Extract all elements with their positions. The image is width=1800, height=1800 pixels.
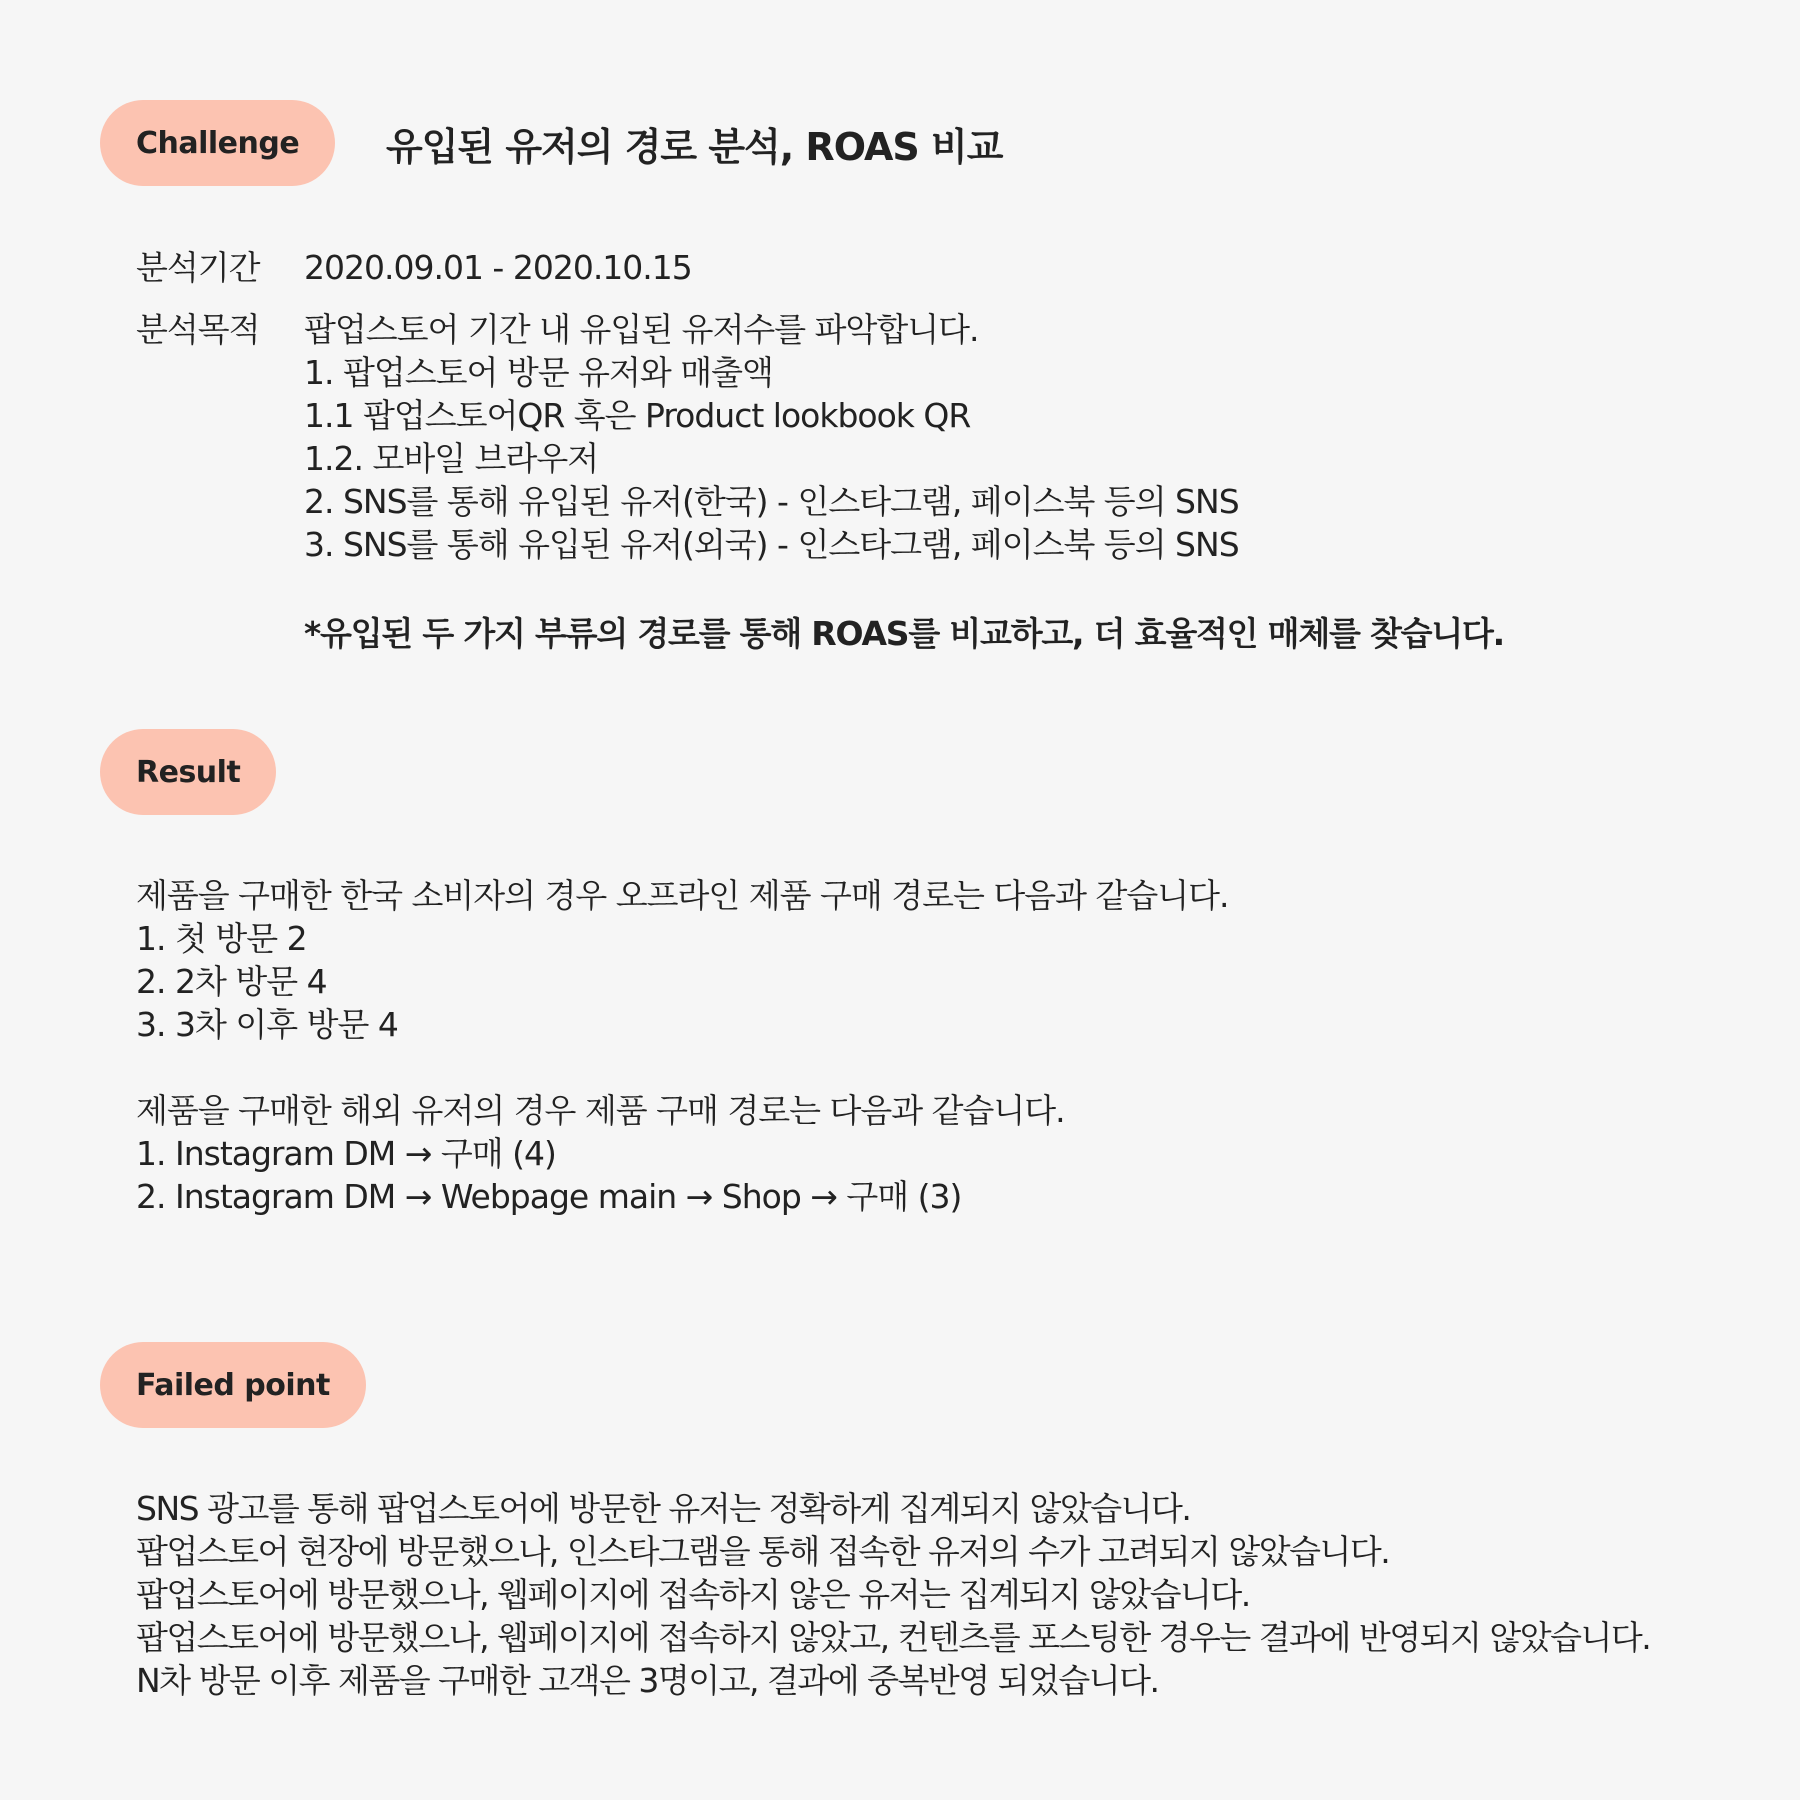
purpose-line: 3. SNS를 통해 유입된 유저(외국) - 인스타그램, 페이스북 등의 SNS bbox=[304, 525, 1239, 564]
result-line: 제품을 구매한 한국 소비자의 경우 오프라인 제품 구매 경로는 다음과 같습니다. bbox=[136, 876, 1229, 915]
failed-line: 팝업스토어에 방문했으나, 웹페이지에 접속하지 않은 유저는 집계되지 않았습니다. bbox=[136, 1575, 1250, 1614]
purpose-line: 1.2. 모바일 브라우저 bbox=[304, 439, 599, 478]
period-label: 분석기간 bbox=[136, 248, 260, 287]
result-line: 1. Instagram DM → 구매 (4) bbox=[136, 1134, 556, 1173]
result-line: 2. 2차 방문 4 bbox=[136, 962, 327, 1001]
failed-point-block bbox=[136, 1487, 1650, 1702]
failed-line: SNS 광고를 통해 팝업스토어에 방문한 유저는 정확하게 집계되지 않았습니다. bbox=[136, 1489, 1191, 1528]
challenge-tag: Challenge bbox=[100, 100, 335, 186]
purpose-label: 분석목적 bbox=[136, 310, 260, 349]
purpose-list bbox=[304, 308, 1239, 566]
result-line: 3. 3차 이후 방문 4 bbox=[136, 1005, 398, 1044]
purpose-line: 팝업스토어 기간 내 유입된 유저수를 파악합니다. bbox=[304, 310, 979, 349]
result-line: 1. 첫 방문 2 bbox=[136, 919, 307, 958]
period-value: 2020.09.01 - 2020.10.15 bbox=[304, 248, 692, 287]
failed-line: 팝업스토어 현장에 방문했으나, 인스타그램을 통해 접속한 유저의 수가 고려되지 않았습니다. bbox=[136, 1532, 1390, 1571]
challenge-note: *유입된 두 가지 부류의 경로를 통해 ROAS를 비교하고, 더 효율적인 매체를 찾습니다. bbox=[304, 614, 1505, 653]
failed-point-tag: Failed point bbox=[100, 1342, 366, 1428]
result-korea-block bbox=[136, 874, 1228, 1046]
failed-line: 팝업스토어에 방문했으나, 웹페이지에 접속하지 않았고, 컨텐츠를 포스팅한 경우는 결과에 반영되지 않았습니다. bbox=[136, 1618, 1651, 1657]
purpose-line: 1.1 팝업스토어QR 혹은 Product lookbook QR bbox=[304, 396, 971, 435]
purpose-line: 2. SNS를 통해 유입된 유저(한국) - 인스타그램, 페이스북 등의 SNS bbox=[304, 482, 1239, 521]
result-line: 제품을 구매한 해외 유저의 경우 제품 구매 경로는 다음과 같습니다. bbox=[136, 1091, 1065, 1130]
failed-line: N차 방문 이후 제품을 구매한 고객은 3명이고, 결과에 중복반영 되었습니다. bbox=[136, 1661, 1159, 1700]
result-overseas-block bbox=[136, 1089, 1065, 1218]
challenge-heading: 유입된 유저의 경로 분석, ROAS 비교 bbox=[386, 125, 1003, 169]
result-line: 2. Instagram DM → Webpage main → Shop → 구매 (3) bbox=[136, 1177, 962, 1216]
result-tag: Result bbox=[100, 729, 276, 815]
purpose-line: 1. 팝업스토어 방문 유저와 매출액 bbox=[304, 353, 773, 392]
